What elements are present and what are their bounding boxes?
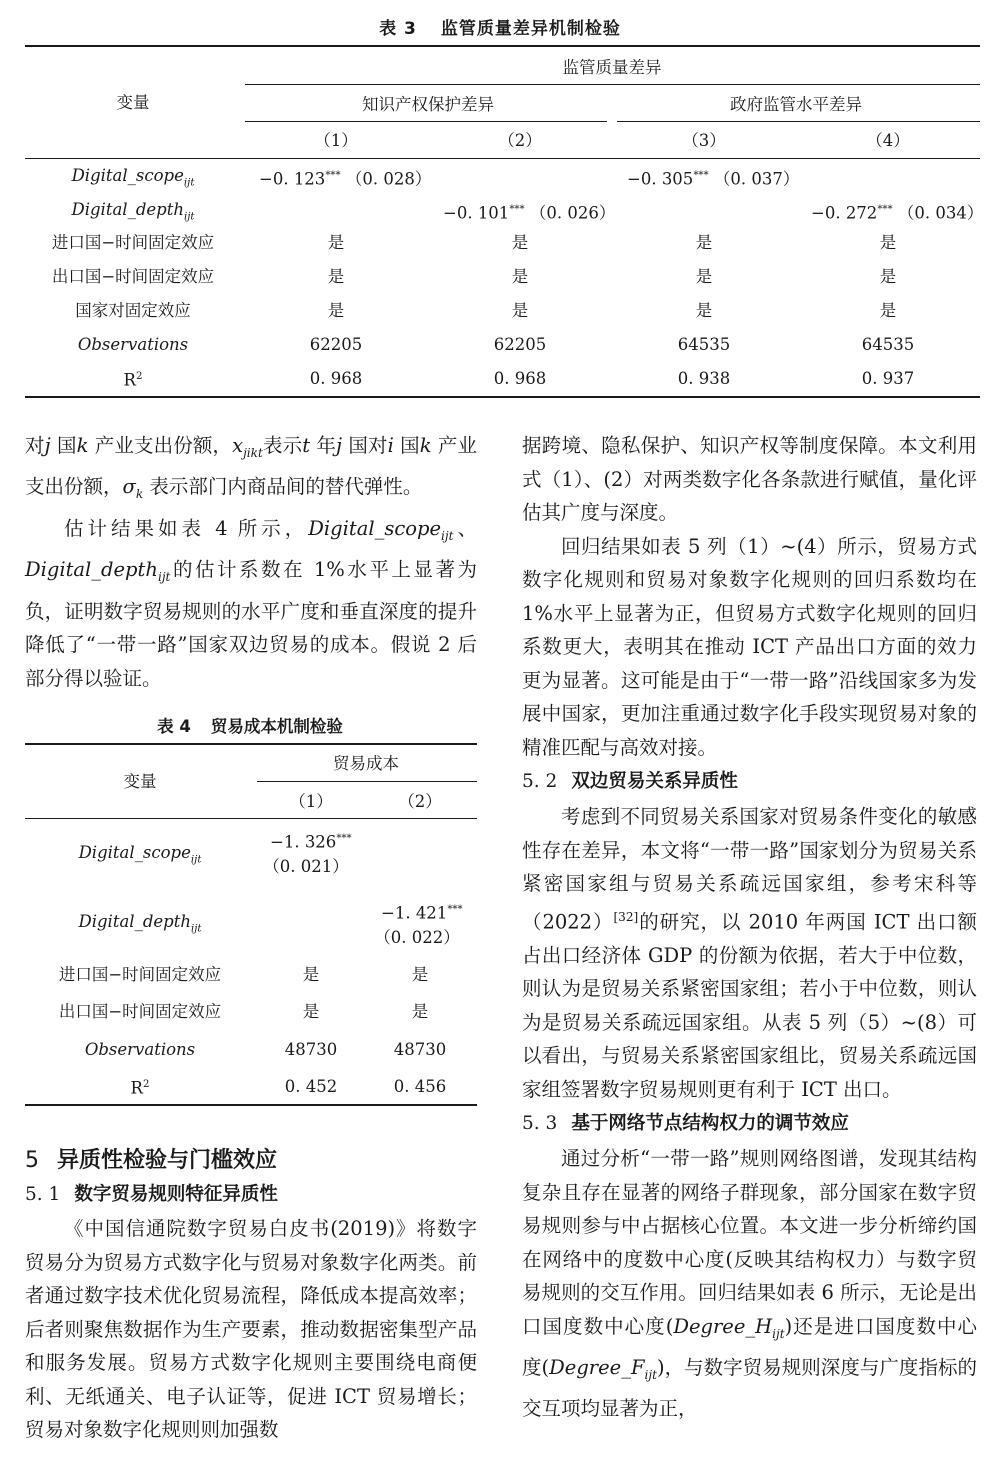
table3-fe-exporter-label[interactable]: 出口国−时间固定效应	[51, 267, 215, 286]
coefficient[interactable]: −0. 101	[443, 203, 510, 223]
table4-bottom-rule[interactable]	[25, 1104, 477, 1106]
section-title[interactable]: 双边贸易关系异质性	[571, 771, 738, 792]
coefficient[interactable]: −1. 421	[381, 903, 448, 923]
math-var[interactable]: Digital_scope	[308, 516, 442, 540]
section-number[interactable]: 5. 3	[522, 1113, 558, 1134]
standard-error[interactable]: （0. 026）	[529, 203, 616, 223]
math-var[interactable]: i	[387, 434, 394, 457]
left-paragraph-3[interactable]: 《中国信通院数字贸易白皮书(2019)》将数字贸易分为贸易方式数字化与贸易对象数字化两类。前者通过数字技术优化贸易流程，降低成本提高效率；后者则聚焦数据作为生产要素，推动数据密集型产品和服务发展。贸易方式数字化规则主要围绕电商便利、无纸通关、电子认证等，促进 ICT 贸易增长；贸易对象数字化规则则加强数	[25, 1217, 477, 1441]
table4-col-2[interactable]: （2）	[398, 792, 442, 811]
table3-fe-importer-1[interactable]: 是	[327, 233, 345, 252]
table4-r2-2[interactable]: 0. 456	[393, 1077, 447, 1096]
standard-error[interactable]: （0. 037）	[713, 169, 800, 189]
table3-subheader-gov[interactable]: 政府监管水平差异	[730, 95, 862, 114]
table3-group-rule[interactable]	[245, 84, 980, 85]
text[interactable]: 对	[25, 434, 45, 457]
math-var[interactable]: t	[302, 434, 311, 457]
table4-depth-se[interactable]: （0. 022）	[374, 928, 460, 947]
row-label-subscript[interactable]: ijt	[183, 177, 195, 189]
table3-obs-4[interactable]: 64535	[861, 335, 915, 354]
math-var[interactable]: Degree_F	[549, 1355, 645, 1379]
r2-superscript[interactable]: 2	[135, 371, 143, 382]
right-paragraph-3[interactable]	[522, 800, 977, 1106]
significance-stars[interactable]: ***	[325, 170, 341, 181]
table4-header-rule[interactable]	[25, 818, 477, 819]
table4-obs-2[interactable]: 48730	[393, 1040, 447, 1059]
row-label-subscript[interactable]: ijt	[190, 854, 202, 866]
right-paragraph-2[interactable]: 回归结果如表 5 列（1）~(4）所示，贸易方式数字化规则和贸易对象数字化规则的回归系数均在 1%水平上显著为正，但贸易方式数字化规则的回归系数更大，表明其在推动 ICT 产品出口方面的效力更为显著。这可能是由于“一带一路”沿线国家多为发展中国家，更加注重通过数字化手段实现贸易对象的精准匹配与高效对接。	[522, 534, 977, 759]
right-paragraph-1[interactable]: 据跨境、隐私保护、知识产权等制度保障。本文利用式（1）、(2）对两类数字化各条款进行赋值，量化评估其广度与深度。	[522, 434, 977, 524]
math-var[interactable]: Digital_depth	[25, 558, 158, 582]
citation-ref[interactable]: [32]	[613, 909, 639, 924]
table4-top-rule[interactable]	[25, 743, 477, 745]
table3-fe-pair-2[interactable]: 是	[511, 301, 529, 320]
table4-obs-label[interactable]: Observations	[84, 1040, 196, 1059]
section-number[interactable]: 5. 1	[25, 1184, 61, 1205]
math-subscript[interactable]: ijt	[441, 528, 454, 543]
section-number[interactable]: 5. 2	[522, 771, 558, 792]
standard-error[interactable]: （0. 034）	[897, 203, 984, 223]
math-var[interactable]: k	[76, 434, 89, 457]
table3-fe-exporter-4[interactable]: 是	[879, 267, 897, 286]
text[interactable]: 的估计系数在 1%水平上显著为负，证明数字贸易规则的水平广度和垂直深度的提升降低了“一带一路”国家双边贸易的成本。假说 2 后部分得以验证。	[25, 558, 477, 690]
standard-error[interactable]: （0. 028）	[345, 169, 432, 189]
table3-col-1[interactable]: （1）	[314, 131, 358, 150]
text[interactable]: 国	[50, 434, 77, 457]
coefficient[interactable]: −0. 123	[259, 169, 326, 189]
table3-number[interactable]: 表 3	[379, 19, 417, 39]
table3-subheader-ip[interactable]: 知识产权保护差异	[362, 95, 494, 114]
table3-r2-4[interactable]: 0. 937	[861, 369, 915, 388]
table3-sub-rule-left[interactable]	[245, 121, 607, 122]
table4-fe-exporter-1[interactable]: 是	[302, 1002, 320, 1021]
significance-stars[interactable]: ***	[336, 833, 352, 844]
text[interactable]: 的研究，以 2010 年两国 ICT 出口额占出口经济体 GDP 的份额为依据，若大于中位数，则认为是贸易关系紧密国家组；若小于中位数，则认为是贸易关系疏远国家组。从表 5 列（5）~(8）可以看出，与贸易关系紧密国家组比，贸易关系疏远国家组签署数字贸易规则更有利于 ICT 出口。	[522, 910, 977, 1101]
coefficient[interactable]: −0. 272	[811, 203, 878, 223]
math-subscript[interactable]: ijt	[157, 570, 171, 585]
row-label-subscript[interactable]: ijt	[190, 923, 202, 935]
significance-stars[interactable]: ***	[447, 904, 463, 915]
text[interactable]: 、	[453, 516, 477, 540]
math-subscript[interactable]: ijt	[772, 1326, 785, 1341]
table4-fe-importer-label[interactable]: 进口国−时间固定效应	[58, 965, 222, 984]
table4-row-scope-label[interactable]	[79, 843, 202, 870]
significance-stars[interactable]: ***	[693, 170, 709, 181]
math-subscript[interactable]: jikt	[243, 445, 263, 460]
section-5-1-heading[interactable]	[25, 1178, 477, 1212]
significance-stars[interactable]: ***	[509, 204, 525, 215]
table4-fe-importer-2[interactable]: 是	[411, 965, 429, 984]
math-var[interactable]: σ	[122, 475, 136, 499]
text[interactable]: 表示	[262, 434, 303, 457]
left-column-bottom[interactable]	[25, 1144, 477, 1447]
text[interactable]: )还是进口国度数中心度(	[522, 1314, 978, 1379]
table3-r2-3[interactable]: 0. 938	[677, 369, 731, 388]
section-number[interactable]: 5	[25, 1148, 39, 1173]
table4-obs-1[interactable]: 48730	[284, 1040, 338, 1059]
math-var[interactable]: x	[232, 434, 244, 457]
section-5-3-heading[interactable]	[522, 1106, 977, 1142]
table3-r2-2[interactable]: 0. 968	[493, 369, 547, 388]
coefficient[interactable]: −1. 326	[270, 832, 337, 852]
table3-obs-1[interactable]: 62205	[309, 335, 363, 354]
table4-fe-exporter-2[interactable]: 是	[411, 1002, 429, 1021]
text[interactable]: 估计结果如表 4 所示，	[64, 516, 309, 540]
math-var[interactable]: j	[44, 434, 51, 457]
table3-scope-coef-3[interactable]	[627, 166, 799, 190]
row-label-text[interactable]: Digital_depth	[78, 912, 191, 931]
table3-depth-coef-2[interactable]	[443, 200, 615, 224]
table3-col-4[interactable]: （4）	[866, 131, 910, 150]
table3-fe-pair-1[interactable]: 是	[327, 301, 345, 320]
section-title[interactable]: 异质性检验与门槛效应	[57, 1148, 278, 1173]
section-title[interactable]: 基于网络节点结构权力的调节效应	[571, 1113, 849, 1134]
table4-group-header[interactable]: 贸易成本	[333, 754, 399, 773]
table3-title[interactable]: 监管质量差异机制检验	[440, 19, 621, 39]
math-var[interactable]: k	[419, 434, 432, 457]
text[interactable]: 国	[393, 434, 420, 457]
table3-top-rule[interactable]	[25, 45, 980, 47]
row-label-text[interactable]: Digital_depth	[71, 200, 184, 219]
table4-var-header[interactable]: 变量	[123, 772, 157, 791]
table3-scope-coef-1[interactable]	[259, 166, 431, 190]
r2-superscript[interactable]: 2	[142, 1079, 150, 1090]
text[interactable]: 产业支出份额，	[88, 434, 233, 457]
table3-obs-label[interactable]: Observations	[77, 335, 189, 354]
text[interactable]: 考虑到不同贸易关系国家对贸易条件变化的敏感性存在差异，本文将“一带一路”国家划分为贸易关系紧密国家组与贸易关系疏远国家组，参考宋科等（2022）	[522, 805, 977, 933]
table3-var-header[interactable]: 变量	[116, 93, 150, 112]
table3-fe-exporter-1[interactable]: 是	[327, 267, 345, 286]
table3-group-header[interactable]: 监管质量差异	[562, 58, 662, 77]
left-paragraph-2[interactable]	[25, 512, 477, 695]
table3-col-2[interactable]: （2）	[498, 131, 542, 150]
table3-r2-label[interactable]	[124, 367, 143, 391]
table3-fe-importer-4[interactable]: 是	[879, 233, 897, 252]
table3-header-rule[interactable]	[25, 158, 980, 159]
row-label-subscript[interactable]: ijt	[183, 211, 195, 223]
table4-row-depth-label[interactable]	[78, 912, 201, 939]
table3-fe-pair-label[interactable]: 国家对固定效应	[75, 301, 191, 320]
table3-fe-pair-3[interactable]: 是	[695, 301, 713, 320]
table3-row-scope-label[interactable]	[72, 166, 195, 193]
table4-scope-se[interactable]: （0. 021）	[263, 857, 349, 876]
significance-stars[interactable]: ***	[877, 204, 893, 215]
table4-number[interactable]: 表 4	[157, 717, 191, 736]
table3-row-depth-label[interactable]	[71, 200, 194, 227]
table4-col-1[interactable]: （1）	[289, 792, 333, 811]
row-label-text[interactable]: Digital_scope	[78, 843, 191, 862]
table3-fe-exporter-2[interactable]: 是	[511, 267, 529, 286]
table3-sub-rule-right[interactable]	[617, 121, 980, 122]
math-var[interactable]: Degree_H	[673, 1314, 773, 1338]
section-5-2-heading[interactable]	[522, 764, 977, 800]
table4-fe-importer-1[interactable]: 是	[302, 965, 320, 984]
table4-r2-1[interactable]: 0. 452	[284, 1077, 338, 1096]
table3-obs-2[interactable]: 62205	[493, 335, 547, 354]
right-paragraph-4[interactable]	[522, 1142, 977, 1426]
math-subscript[interactable]: k	[135, 487, 144, 502]
table3-bottom-rule[interactable]	[25, 396, 980, 398]
table4-r2-label[interactable]	[131, 1075, 150, 1099]
table3-fe-importer-3[interactable]: 是	[695, 233, 713, 252]
row-label-text[interactable]: Digital_scope	[71, 166, 184, 185]
text[interactable]: 产业支出份额，	[25, 434, 478, 499]
table3-fe-importer-label[interactable]: 进口国−时间固定效应	[51, 233, 215, 252]
r2-letter[interactable]: R	[123, 370, 136, 390]
coefficient[interactable]: −0. 305	[627, 169, 694, 189]
text[interactable]: 年	[310, 434, 336, 457]
left-column-top[interactable]	[25, 429, 477, 695]
table3-fe-exporter-3[interactable]: 是	[695, 267, 713, 286]
table4-title[interactable]: 贸易成本机制检验	[210, 717, 343, 736]
table3-caption[interactable]	[0, 14, 1000, 39]
section-title[interactable]: 数字贸易规则特征异质性	[74, 1184, 278, 1205]
text[interactable]: 国对	[342, 434, 388, 457]
text[interactable]: 通过分析“一带一路”规则网络图谱，发现其结构复杂且存在显著的网络子群现象，部分国家在数字贸易规则参与中占据核心位置。本文进一步分析缔约国在网络中的度数中心度(反映其结构权力）与数字贸易规则的交互作用。回归结果如表 6 所示，无论是出口国度数中心度(	[522, 1147, 977, 1338]
table3-depth-coef-4[interactable]	[811, 200, 983, 224]
math-var[interactable]: j	[335, 434, 343, 457]
table3-fe-importer-2[interactable]: 是	[511, 233, 529, 252]
table3-r2-1[interactable]: 0. 968	[309, 369, 363, 388]
text[interactable]: )，与数字贸易规则深度与广度指标的交互项均显著为正，	[522, 1355, 978, 1421]
table3-obs-3[interactable]: 64535	[677, 335, 731, 354]
table4-scope-coef[interactable]	[270, 829, 352, 853]
r2-letter[interactable]: R	[130, 1078, 143, 1098]
table3-col-3[interactable]: （3）	[682, 131, 726, 150]
table4-caption[interactable]	[25, 713, 475, 737]
table3-fe-pair-4[interactable]: 是	[879, 301, 897, 320]
math-subscript[interactable]: ijt	[644, 1367, 657, 1382]
text[interactable]: 表示部门内商品间的替代弹性。	[143, 475, 423, 499]
table4-depth-coef[interactable]	[381, 900, 463, 924]
table4-group-rule[interactable]	[257, 781, 477, 782]
right-column[interactable]	[522, 429, 977, 1426]
left-paragraph-1[interactable]	[25, 429, 477, 512]
table4-fe-exporter-label[interactable]: 出口国−时间固定效应	[58, 1002, 222, 1021]
section-5-heading[interactable]	[25, 1144, 477, 1178]
